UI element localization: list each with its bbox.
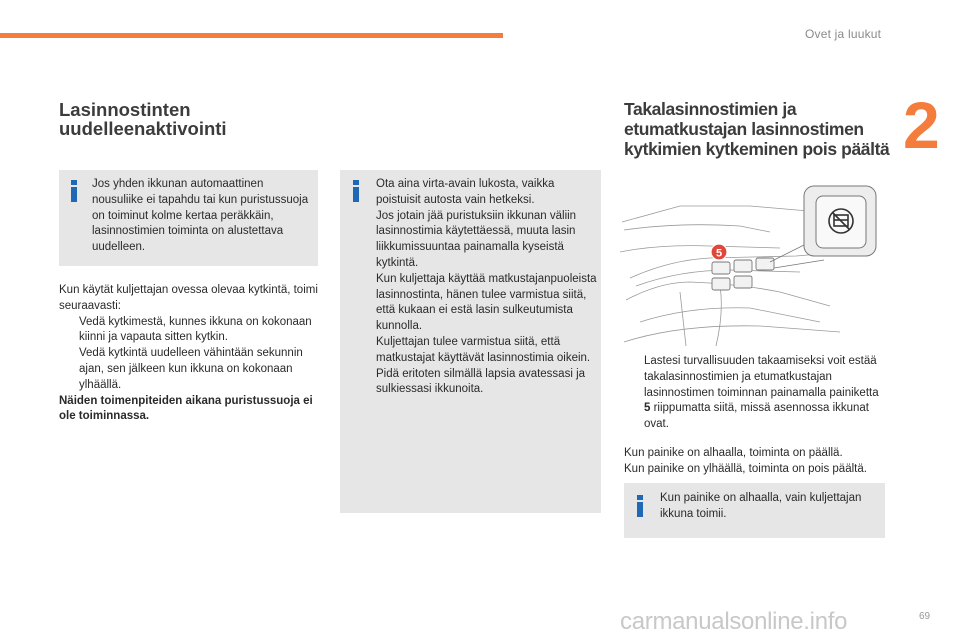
- list-item: [59, 346, 319, 393]
- state-line: Kun painike on alhaalla, toiminta on päällä.: [624, 447, 843, 459]
- info-text: Kun painike on alhaalla, vain kuljettajan ikkuna toimii.: [660, 492, 862, 520]
- left-title-line: Lasinnostinten: [59, 99, 191, 120]
- info-text: Jos yhden ikkunan automaattinen nousuliike ei tapahdu tai kun puristussuoja on toiminut kolme kertaa peräkkäin, lasinnostimien toiminta on alustettava uudelleen.: [92, 178, 309, 254]
- bullet-icon: [59, 346, 79, 393]
- state-description: [624, 446, 894, 478]
- page-number: 69: [919, 611, 931, 622]
- safety-text: [376, 177, 598, 398]
- door-switch-illustration: [620, 182, 890, 346]
- chapter-number: 2: [903, 88, 940, 162]
- watermark: carmanualsonline.info: [620, 608, 848, 635]
- chapter-title: Ovet ja luukut: [805, 27, 882, 41]
- safety-line: Kun kuljettaja käyttää matkustajanpuoleista lasinnostinta, hänen tulee varmistua siitä, että kukaan ei estä lasin sulkeutumista kunnolla.: [376, 272, 597, 333]
- safety-line: Kuljettajan tulee varmistua siitä, että matkustajat käyttävät lasinnostimia oikein.: [376, 335, 591, 364]
- bullet-text-after: riippumatta siitä, missä asennossa ikkunat ovat.: [644, 402, 870, 431]
- info-box-safety: [340, 170, 601, 513]
- info-icon: [71, 180, 77, 202]
- button-number: 5: [644, 402, 651, 415]
- bullet-icon: [624, 354, 644, 433]
- list-item-text: [644, 354, 886, 433]
- safety-line: Jos jotain jää puristuksiin ikkunan väliin lasinnostimia käytettäessä, muuta lasin liikkumissuuntaa painamalla kyseistä kytkintä.: [376, 209, 577, 269]
- left-instructions: [59, 283, 319, 425]
- warning-text: Näiden toimenpiteiden aikana puristussuoja ei ole toiminnassa.: [59, 394, 313, 423]
- right-instruction: [624, 354, 886, 433]
- state-line: Kun painike on ylhäällä, toiminta on pois päältä.: [624, 462, 867, 475]
- bullet-icon: [59, 315, 79, 347]
- right-section-title: [624, 99, 889, 159]
- safety-line: Ota aina virta-avain lukosta, vaikka poistuisit autosta vain hetkeksi.: [376, 178, 555, 206]
- intro-text: Kun käytät kuljettajan ovessa olevaa kytkintä, toimi seuraavasti:: [59, 284, 318, 312]
- info-icon: [353, 180, 359, 202]
- list-item-text: Vedä kytkintä uudelleen vähintään sekunnin ajan, sen jälkeen kun ikkuna on kokonaan ylhäällä.: [79, 347, 303, 391]
- right-title-line: etumatkustajan lasinnostimen: [624, 119, 864, 139]
- info-icon: [637, 495, 643, 517]
- left-section-title: [59, 100, 227, 138]
- list-item: [59, 315, 319, 347]
- list-item-text: Vedä kytkimestä, kunnes ikkuna on kokonaan kiinni ja vapauta sitten kytkin.: [79, 315, 312, 344]
- safety-line: Pidä eritoten silmällä lapsia avatessasi ja sulkiessasi ikkunoita.: [376, 367, 586, 396]
- left-title-line: uudelleenaktivointi: [59, 118, 227, 139]
- info-box-driver-only: [624, 483, 885, 538]
- list-item: [624, 354, 886, 433]
- header-accent-bar: [0, 33, 503, 38]
- right-title-line: kytkimien kytkeminen pois päältä: [624, 139, 890, 159]
- info-box-reset: [59, 170, 318, 266]
- callout-number: 5: [715, 247, 723, 260]
- bullet-text-before: Lastesi turvallisuuden takaamiseksi voit estää takalasinnostimien ja etumatkustajan lasinnostimen toiminnan painamalla painiketta: [644, 355, 879, 399]
- right-title-line: Takalasinnostimien ja: [624, 99, 797, 119]
